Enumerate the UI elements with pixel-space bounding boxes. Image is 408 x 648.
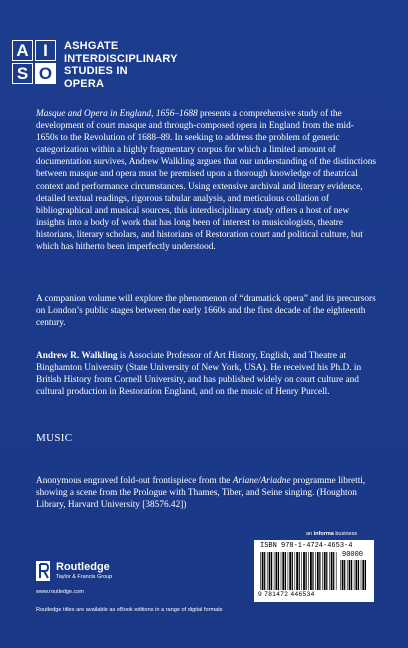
blurb-paragraph [36, 108, 376, 253]
publisher-logo [36, 559, 176, 599]
blurb-text: presents a comprehensive study of the development of court masque and through-composed opera in England from the mid-1650s to the Revolution of 1688–89. In seeking to address the problem of generic categorization within a highly fragmentary corpus for which a limited amount of documentation survives, Andrew Walkling argues that our understanding of the distinctions between masque and opera must be premised upon a thorough knowledge of theatrical context and performance circumstances. Using extensive archival and literary evidence, detailed textual readings, rigorous tabular analysis, and meticulous collation of bibliographical and musical sources, this interdisciplinary study offers a host of new insights into a body of work that has long been of interest to musicologists, theatre historians, literary scholars, and historians of Restoration court and political culture, but which has hitherto been imperfectly understood. [36, 109, 376, 253]
author-bio-text: is Associate Professor of Art History, English, and Theatre at Binghamton University (State University of New York, USA). He received his Ph.D. in British History from Cornell University, and has published widely on court culture and cultural production in Restoration England, and on the music of Henry Purcell. [36, 351, 362, 398]
barcode-bar [264, 552, 265, 590]
barcode-bar [358, 560, 359, 590]
author-bio [36, 350, 376, 398]
barcode-bar [361, 560, 362, 590]
barcode-bar [326, 552, 327, 590]
book-title: Masque and Opera in England, 1656–1688 [36, 109, 198, 119]
cover-credit [36, 475, 376, 511]
informa-tagline [306, 531, 357, 537]
author-name: Andrew R. Walkling [36, 351, 118, 361]
barcode-bar [362, 560, 364, 590]
barcode-bar [322, 552, 323, 590]
routledge-mark-icon [36, 561, 50, 581]
price-barcode-bars [340, 560, 368, 590]
barcode-bar [271, 552, 272, 590]
barcode-bar [295, 552, 296, 590]
cover-credit-text: Anonymous engraved fold-out frontispiece from the [36, 476, 233, 486]
publisher-url: www.routledge.com [36, 589, 84, 595]
barcode-bar [274, 552, 275, 590]
barcode-bar [317, 552, 319, 590]
barcode-bar [282, 552, 284, 590]
companion-paragraph: A companion volume will explore the phenomenon of “dramatick opera” and its precursors on London’s public stages between the early 1660s and the first decade of the eighteenth century. [36, 294, 376, 329]
series-logo [12, 40, 56, 84]
barcode-bar [281, 552, 282, 590]
ean-digits: 9 781472 446534 [258, 591, 315, 598]
barcode-bar [276, 552, 278, 590]
barcode-bar [349, 560, 351, 590]
barcode-bar [306, 552, 307, 590]
logo-letter: I [35, 40, 56, 61]
barcode-bar [347, 560, 348, 590]
barcode-bar [365, 560, 366, 590]
cover-credit-title: Ariane/Ariadne [232, 476, 291, 486]
barcode-bar [319, 552, 320, 590]
barcode-bar [324, 552, 326, 590]
barcode-bar [296, 552, 298, 590]
logo-letter: A [12, 40, 33, 61]
ebook-note: Routledge titles are available as eBook editions in a range of digital formats [36, 607, 223, 613]
barcode-bar [356, 560, 358, 590]
barcode-bars [260, 552, 338, 590]
tagline-text: an [306, 531, 314, 537]
barcode-bar [260, 552, 261, 590]
price-code: 90000 [342, 551, 364, 559]
barcode-bar [342, 560, 344, 590]
barcode-bar [329, 552, 330, 590]
series-title-line: INTERDISCIPLINARY [64, 52, 178, 65]
subject-category: MUSIC [36, 432, 73, 444]
series-title [64, 40, 264, 90]
barcode-bar [308, 552, 309, 590]
publisher-name: Routledge [56, 561, 110, 573]
barcode-bar [354, 560, 355, 590]
barcode-bar [336, 552, 337, 590]
barcode-bar [351, 560, 352, 590]
barcode-bar [269, 552, 271, 590]
series-title-line: STUDIES IN [64, 65, 128, 77]
barcode-bar [340, 560, 341, 590]
informa-brand: informa [313, 531, 334, 537]
barcode-bar [310, 552, 312, 590]
barcode-bar [344, 560, 345, 590]
tagline-text: business [333, 531, 358, 537]
barcode-bar [312, 552, 313, 590]
barcode-bar [333, 552, 334, 590]
logo-letter: O [35, 63, 56, 84]
barcode-bar [289, 552, 291, 590]
barcode-bar [303, 552, 305, 590]
isbn-text: ISBN 978-1-4724-4653-4 [260, 542, 353, 550]
barcode-bar [288, 552, 289, 590]
barcode-bar [278, 552, 279, 590]
publisher-group: Taylor & Francis Group [56, 574, 113, 580]
logo-letter: S [12, 63, 33, 84]
barcode-bar [315, 552, 316, 590]
series-title-line: ASHGATE [64, 40, 119, 52]
barcode-bar [262, 552, 264, 590]
barcode-bar [299, 552, 300, 590]
barcode-bar [331, 552, 333, 590]
barcode-bar [301, 552, 302, 590]
cover-credit-text: programme libretti, showing a scene from the Prologue with Thames, Tiber, and Seine singing. (Houghton Library, Harvard University [38576.42]) [36, 476, 366, 511]
barcode-bar [267, 552, 268, 590]
barcode-bar [285, 552, 286, 590]
barcode-bar [292, 552, 293, 590]
isbn-barcode [254, 540, 374, 602]
series-title-line: OPERA [64, 77, 105, 90]
